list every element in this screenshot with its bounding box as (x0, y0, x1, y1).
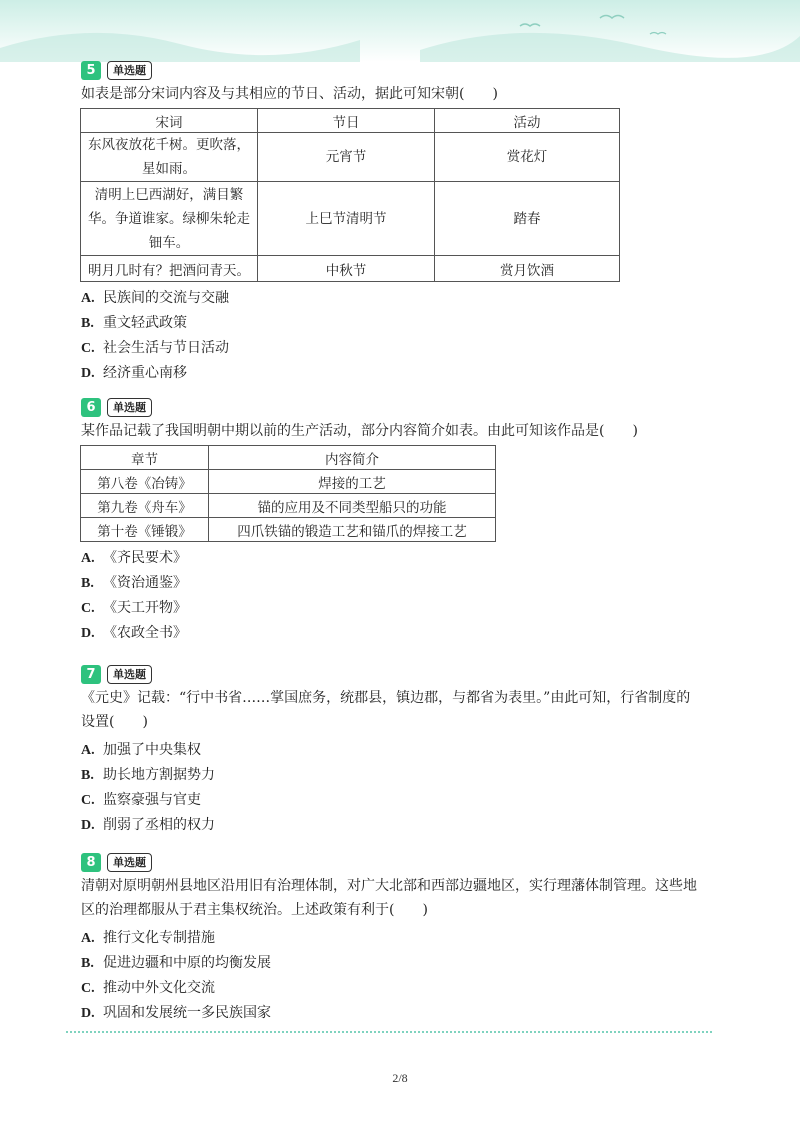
option-letter: D. (81, 818, 95, 833)
question-number: 6 (81, 398, 101, 417)
question-6 (81, 397, 721, 646)
table-cell: 赏花灯 (435, 133, 620, 182)
page-number: 2/8 (392, 1071, 408, 1085)
table-header: 活动 (435, 109, 620, 133)
question-stem: 某作品记载了我国明朝中期以前的生产活动，部分内容简介如表。由此可知该作品是( ) (81, 423, 638, 439)
question-type-badge: 单选题 (107, 61, 152, 80)
option-text: 巩固和发展统一多民族国家 (103, 1005, 271, 1021)
table-cell: 赏月饮酒 (435, 256, 620, 282)
table-cell: 锚的应用及不同类型船只的功能 (209, 494, 496, 518)
table-cell: 四爪铁锚的锻造工艺和锚爪的焊接工艺 (209, 518, 496, 542)
header-decoration (0, 0, 800, 62)
option-c[interactable] (81, 788, 721, 813)
table-cell: 第九卷《舟车》 (81, 494, 209, 518)
dotted-divider (66, 1031, 712, 1033)
option-a[interactable] (81, 926, 721, 951)
table-header: 章节 (81, 446, 209, 470)
option-a[interactable] (81, 738, 721, 763)
table-header: 宋词 (81, 109, 258, 133)
table-cell: 清明上巳西湖好，满目繁华。争道谁家。绿柳朱轮走钿车。 (81, 182, 258, 256)
option-letter: C. (81, 981, 95, 996)
option-letter: C. (81, 341, 95, 356)
table-cell: 上巳节清明节 (258, 182, 435, 256)
option-text: 削弱了丞相的权力 (103, 817, 215, 833)
table-cell: 元宵节 (258, 133, 435, 182)
table-row (81, 470, 496, 494)
option-b[interactable] (81, 571, 721, 596)
option-text: 《农政全书》 (103, 625, 187, 641)
bird-icon (600, 16, 624, 19)
question-table (80, 445, 496, 542)
option-d[interactable] (81, 361, 721, 386)
option-text: 促进边疆和中原的均衡发展 (103, 955, 271, 971)
option-a[interactable] (81, 546, 721, 571)
question-5 (81, 60, 721, 386)
option-d[interactable] (81, 1001, 721, 1026)
option-letter: D. (81, 626, 95, 641)
table-header: 节日 (258, 109, 435, 133)
option-text: 推行文化专制措施 (103, 930, 215, 946)
option-d[interactable] (81, 813, 721, 838)
table-row (81, 182, 620, 256)
question-table (80, 108, 620, 282)
option-text: 推动中外文化交流 (103, 980, 215, 996)
option-letter: B. (81, 768, 94, 783)
bird-icon (650, 33, 666, 35)
question-number: 7 (81, 665, 101, 684)
bird-icon (520, 24, 540, 26)
option-letter: C. (81, 601, 95, 616)
table-cell: 踏春 (435, 182, 620, 256)
option-text: 《齐民要术》 (103, 550, 187, 566)
option-text: 监察豪强与官吏 (103, 792, 201, 808)
option-text: 加强了中央集权 (103, 742, 201, 758)
question-stem: 《元史》记载：“行中书省……掌国庶务，统郡县，镇边郡，与都省为表里。”由此可知，行省制度的设置( ) (81, 690, 691, 730)
table-header: 内容简介 (209, 446, 496, 470)
option-a[interactable] (81, 286, 721, 311)
table-cell: 第十卷《锤锻》 (81, 518, 209, 542)
table-cell: 焊接的工艺 (209, 470, 496, 494)
question-7 (81, 664, 721, 838)
option-text: 经济重心南移 (103, 365, 187, 381)
question-number: 5 (81, 61, 101, 80)
table-cell: 东风夜放花千树。更吹落，星如雨。 (81, 133, 258, 182)
question-8 (81, 852, 721, 1026)
option-b[interactable] (81, 951, 721, 976)
option-text: 民族间的交流与交融 (103, 290, 229, 306)
option-c[interactable] (81, 336, 721, 361)
table-cell: 明月几时有？把酒问青天。 (81, 256, 258, 282)
table-cell: 第八卷《冶铸》 (81, 470, 209, 494)
option-letter: A. (81, 291, 95, 306)
option-letter: C. (81, 793, 95, 808)
option-letter: D. (81, 1006, 95, 1021)
option-c[interactable] (81, 976, 721, 1001)
header-landscape-graphic (0, 0, 800, 62)
option-c[interactable] (81, 596, 721, 621)
question-stem: 如表是部分宋词内容及与其相应的节日、活动，据此可知宋朝( ) (81, 86, 498, 102)
table-row (81, 494, 496, 518)
option-b[interactable] (81, 763, 721, 788)
option-letter: B. (81, 316, 94, 331)
option-letter: A. (81, 931, 95, 946)
question-type-badge: 单选题 (107, 853, 152, 872)
option-text: 助长地方割据势力 (103, 767, 215, 783)
option-letter: B. (81, 956, 94, 971)
option-letter: D. (81, 366, 95, 381)
option-letter: B. (81, 576, 94, 591)
option-text: 《资治通鉴》 (103, 575, 187, 591)
option-b[interactable] (81, 311, 721, 336)
option-d[interactable] (81, 621, 721, 646)
option-letter: A. (81, 551, 95, 566)
option-text: 《天工开物》 (103, 600, 187, 616)
table-row (81, 256, 620, 282)
question-type-badge: 单选题 (107, 398, 152, 417)
table-row (81, 518, 496, 542)
question-type-badge: 单选题 (107, 665, 152, 684)
question-stem: 清朝对原明朝州县地区沿用旧有治理体制，对广大北部和西部边疆地区，实行理藩体制管理。这些地区的治理都服从于君主集权统治。上述政策有利于( ) (81, 878, 697, 918)
option-text: 重文轻武政策 (103, 315, 187, 331)
question-number: 8 (81, 853, 101, 872)
table-row (81, 133, 620, 182)
table-cell: 中秋节 (258, 256, 435, 282)
option-text: 社会生活与节日活动 (103, 340, 229, 356)
option-letter: A. (81, 743, 95, 758)
